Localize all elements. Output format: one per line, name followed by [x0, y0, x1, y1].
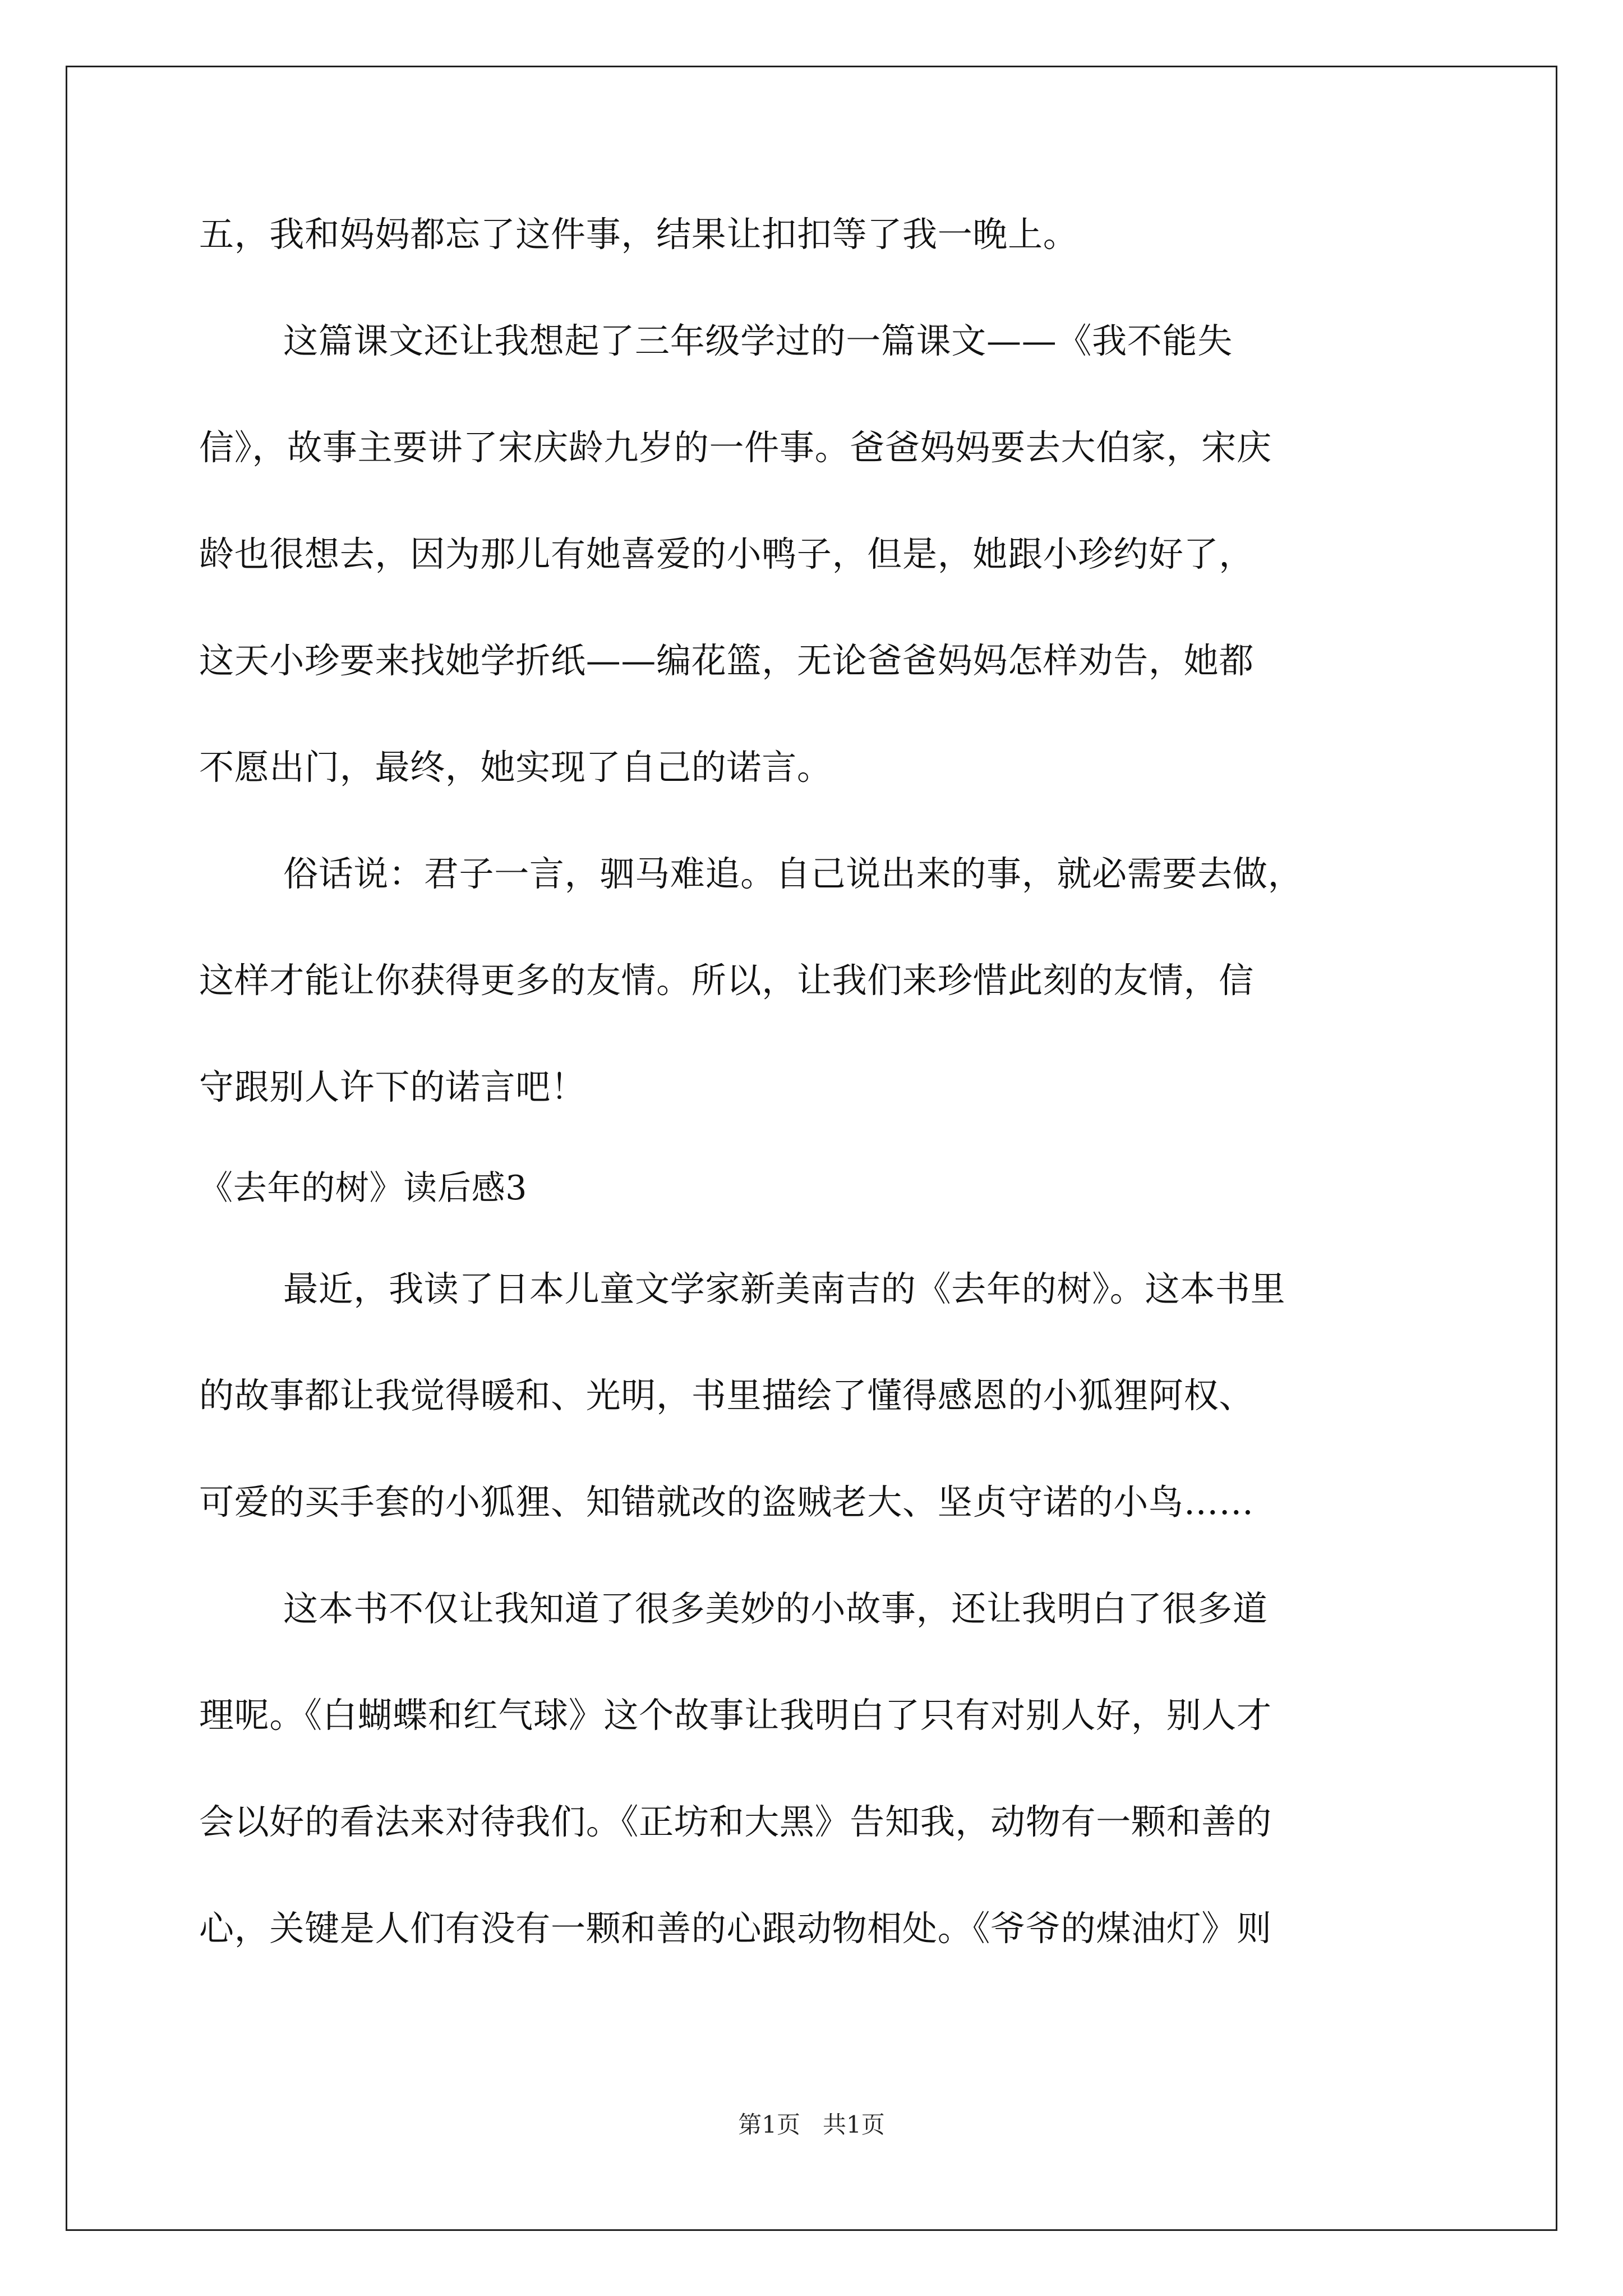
text-line: 可爱的买手套的小狐狸、知错就改的盗贼老大、坚贞守诺的小鸟…… [199, 1481, 1255, 1522]
section-heading: 《去年的树》读后感3 [199, 1168, 528, 1208]
text-line: 守跟别人许下的诺言吧！ [199, 1066, 586, 1107]
text-line: 五，我和妈妈都忘了这件事，结果让扣扣等了我一晚上。 [199, 214, 1078, 255]
text-line: 最近，我读了日本儿童文学家新美南吉的《去年的树》。这本书里 [283, 1268, 1286, 1309]
text-line: 这样才能让你获得更多的友情。所以，让我们来珍惜此刻的友情，信 [199, 960, 1255, 1001]
text-line: 理呢。《白蝴蝶和红气球》这个故事让我明白了只有对别人好，别人才 [199, 1695, 1272, 1736]
text-line: 这本书不仅让我知道了很多美妙的小故事，还让我明白了很多道 [283, 1588, 1268, 1629]
text-line: 这篇课文还让我想起了三年级学过的一篇课文——《我不能失 [283, 320, 1233, 361]
page-number-footer: 第1页 共1页 [738, 2111, 885, 2138]
text-line: 信》，故事主要讲了宋庆龄九岁的一件事。爸爸妈妈要去大伯家，宋庆 [199, 427, 1272, 468]
text-line: 的故事都让我觉得暖和、光明，书里描绘了懂得感恩的小狐狸阿权、 [199, 1375, 1255, 1416]
text-line: 这天小珍要来找她学折纸——编花篮，无论爸爸妈妈怎样劝告，她都 [199, 640, 1255, 681]
text-line: 不愿出门，最终，她实现了自己的诺言。 [199, 747, 832, 788]
text-line: 俗话说：君子一言，驷马难追。自己说出来的事，就必需要去做， [283, 853, 1303, 894]
text-line: 心，关键是人们有没有一颗和善的心跟动物相处。《爷爷的煤油灯》则 [199, 1908, 1272, 1949]
text-line: 会以好的看法来对待我们。《正坊和大黑》告知我，动物有一颗和善的 [199, 1801, 1272, 1842]
text-line: 龄也很想去，因为那儿有她喜爱的小鸭子，但是，她跟小珍约好了， [199, 533, 1255, 574]
